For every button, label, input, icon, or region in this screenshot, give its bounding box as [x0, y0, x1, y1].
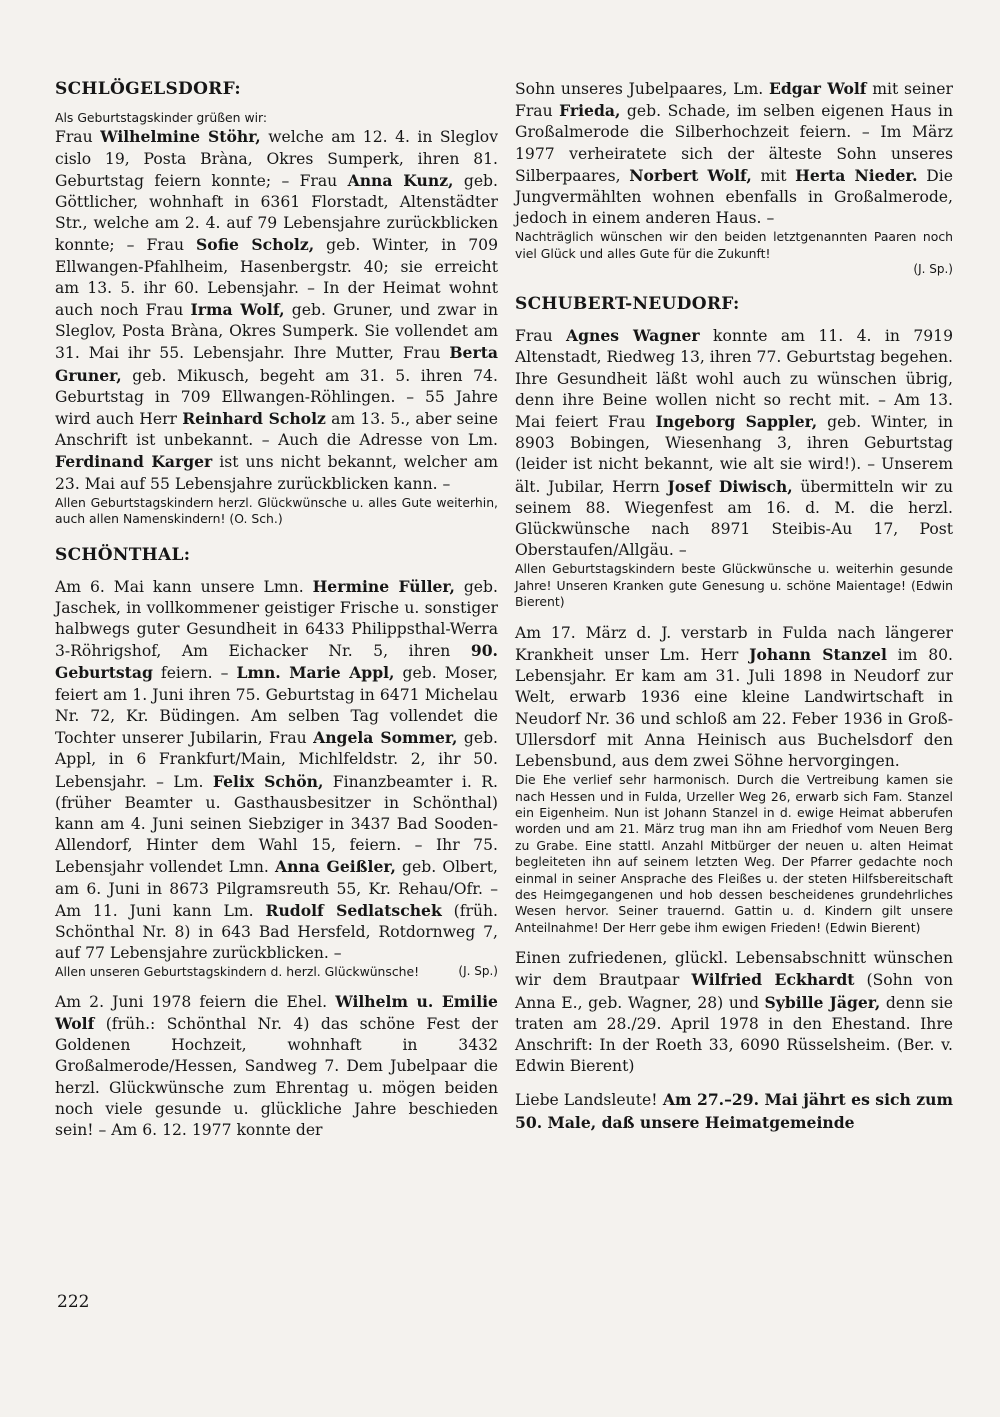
name-highlight: Wilfried Eckhardt	[691, 970, 855, 990]
text-run: mit	[751, 166, 796, 185]
name-highlight: Irma Wolf,	[190, 300, 285, 320]
greeting-note: Allen Geburtstagskindern herzl. Glückwünsche u. alles Gute weiterhin, auch allen Namenskindern! (O. Sch.)	[55, 494, 498, 527]
text-run: Liebe Landsleute!	[515, 1091, 658, 1110]
article-paragraph	[515, 948, 953, 1077]
text-run: Die Jungvermählten wohnen ebenfalls in Großalmerode, jedoch in einem anderen Haus. –	[515, 166, 953, 228]
text-run: im 80. Lebensjahr. Er kam am 31. Juli 1898 in Neudorf zur Welt, erwarb 1936 eine kleine Landwirtschaft in Neudorf Nr. 36 und schloß am 22. Feber 1936 in Groß-Ullersdorf mit Anna Heinisch aus Buchelsdorf den Lebensbund, aus dem zwei Söhne hervorgingen.	[515, 645, 953, 770]
name-highlight: Rudolf Sedlatschek	[265, 900, 442, 920]
text-run: geb. Appl, in 6 Frankfurt/Main, Michlfeldstr. 2, ihr 50. Lebensjahr. – Lm.	[55, 729, 499, 791]
text-run: Finanzbeamter i. R. (früher Beamter u. Gasthausbesitzer in Schönthal) kann am 4. Juni seinen Siebziger in 3437 Bad Sooden-Allendorf, Hinter dem Wahl 15, feiern. – Ihr 75. Lebensjahr vollendet Lmn.	[55, 772, 498, 877]
article-paragraph	[515, 78, 953, 229]
signature: (J. Sp.)	[458, 964, 498, 979]
section-heading-schoenthal: SCHÖNTHAL:	[55, 544, 191, 565]
article-paragraph	[55, 126, 498, 494]
text-run: ist uns nicht bekannt, welcher am 23. Mai auf 55 Lebensjahre zurückblicken kann. –	[55, 453, 498, 493]
name-highlight: Wilhelmine Stöhr,	[100, 127, 261, 147]
obituary-note: Die Ehe verlief sehr harmonisch. Durch die Vertreibung kamen sie nach Hessen und in Fulda, Urzeller Weg 26, erwarb sich Fam. Stanzel ein Eigenheim. Nun ist Johann Stanzel in d. ewige Heimat abberufen worden und am 21. März trug man ihn am Friedhof vom Neuen Berg zu Grabe. Eine stattl. Anzahl Mitbürger der neuen u. alten Heimat begleiteten ihn auf seinem letzten Weg. Der Pfarrer gedachte noch einmal in seiner Ansprache des Fleißes u. der steten Hilfsbereitschaft des Heimgegangenen und hob dessen bescheidenes grundehrliches Wesen hervor. Seiner trauernd. Gattin u. d. Kindern gilt unsere Anteilnahme! Der Herr gebe ihm ewigen Frieden! (Edwin Bierent)	[515, 772, 953, 935]
name-highlight: Anna Kunz,	[347, 170, 454, 190]
text-run: geb. Schade, im selben eigenen Haus in Großalmerode die Silberhochzeit feiern. – Im März 1977 verheiratete sich der älteste Sohn unseres Silberpaares,	[515, 102, 953, 185]
name-highlight: Agnes Wagner	[566, 326, 700, 346]
text-run: (Sohn von Anna E., geb. Wagner, 28) und	[515, 971, 953, 1012]
section-heading-schloegelsdorf: SCHLÖGELSDORF:	[55, 79, 241, 99]
text-run: geb. Olbert, am 6. Juni in 8673 Pilgramsreuth 55, Kr. Rehau/Ofr. – Am 11. Juni kann Lm.	[55, 858, 498, 920]
name-highlight: Ferdinand Karger	[55, 452, 213, 472]
text-run: Am 2. Juni 1978 feiern die Ehel.	[55, 992, 336, 1011]
obituary-paragraph	[515, 623, 953, 772]
name-highlight: Berta Gruner,	[55, 343, 498, 385]
article-paragraph	[55, 576, 498, 965]
text-run: Frau	[55, 128, 101, 147]
name-highlight: Anna Geißler,	[275, 857, 396, 877]
text-run: geb. Göttlicher, wohnhaft in 6361 Florstadt, Altenstädter Str., welche am 2. 4. auf 79 Lebensjahre zurückblicken konnte; – Frau	[55, 171, 498, 255]
text-run: Einen zufriedenen, glückl. Lebensabschnitt wünschen wir dem Brautpaar	[515, 949, 953, 990]
text-run: geb. Moser, feiert am 1. Juni ihren 75. Geburtstag in 6471 Michelau Nr. 72, Kr. Büdingen. Am selben Tag vollendet die Tochter unserer Jubilarin, Frau	[55, 664, 498, 748]
name-highlight: Angela Sommer,	[313, 728, 458, 748]
text-run: mit seiner Frau	[515, 80, 953, 121]
name-highlight: Reinhard Scholz	[182, 409, 326, 429]
article-paragraph	[515, 1089, 953, 1133]
name-highlight: Am 27.–29. Mai jährt es sich zum 50. Male, daß unsere Heimatgemeinde	[515, 1090, 953, 1132]
text-run: Sohn unseres Jubelpaares, Lm.	[515, 80, 769, 98]
text-run: welche am 12. 4. in Sleglov cislo 19, Posta Bràna, Okres Sumperk, ihren 81. Geburtstag feiern konnte; – Frau	[55, 128, 499, 190]
name-highlight: Herta Nieder.	[795, 165, 918, 185]
page-number: 222	[57, 1292, 90, 1312]
text-run: am 13. 5., aber seine Anschrift ist unbekannt. – Auch die Adresse von Lm.	[55, 410, 499, 450]
name-highlight: Felix Schön,	[212, 771, 324, 791]
text-run: feiern. –	[152, 664, 237, 683]
name-highlight: Wilhelm u. Emilie Wolf	[55, 991, 498, 1033]
name-highlight: Ingeborg Sappler,	[655, 412, 818, 432]
name-highlight: Sofie Scholz,	[196, 235, 315, 255]
text-run: Am 17. März d. J. verstarb in Fulda nach längerer Krankheit unser Lm. Herr	[515, 623, 953, 664]
greeting-note: Nachträglich wünschen wir den beiden letztgenannten Paaren noch viel Glück und alles Gute für die Zukunft!	[515, 229, 953, 261]
text-run: (früh. Schönthal Nr. 8) in 643 Bad Hersfeld, Rotdornweg 7, auf 77 Lebensjahre zurückblicken. –	[55, 901, 498, 963]
text-run: (früh.: Schönthal Nr. 4) das schöne Fest der Goldenen Hochzeit, wohnhaft in 3432 Großalmerode/Hessen, Sandweg 7. Dem Jubelpaar die herzl. Glückwünsche zum Ehrentag u. mögen beiden noch viele gesunde u. glückliche Jahre beschieden sein! – Am 6. 12. 1977 konnte der	[55, 1014, 498, 1139]
greeting-note	[55, 964, 498, 980]
text-run: Am 6. Mai kann unsere Lmn.	[55, 577, 313, 596]
name-highlight: Edgar Wolf	[768, 79, 867, 98]
text-run: geb. Winter, in 709 Ellwangen-Pfahlheim, Hasenbergstr. 40; sie erreicht am 13. 5. ihr 60. Lebensjahr. – In der Heimat wohnt auch noch Frau	[55, 236, 499, 320]
greeting-note: Allen Geburtstagskindern beste Glückwünsche u. weiterhin gesunde Jahre! Unseren Kranken gute Genesung u. schöne Maientage! (Edwin Bierent)	[515, 561, 953, 610]
right-column	[515, 78, 953, 1134]
name-highlight: Lmn. Marie Appl,	[236, 663, 395, 683]
text-run: übermitteln wir zu seinem 88. Wiegenfest am 16. d. M. die herzl. Glückwünsche nach 8971 Steibis-Au 17, Post Oberstaufen/Allgäu. –	[515, 477, 953, 560]
name-highlight: Hermine Füller,	[312, 576, 455, 596]
left-column	[55, 78, 498, 1141]
intro-line: Als Geburtstagskinder grüßen wir:	[55, 110, 268, 125]
text-run: geb. Mikusch, begeht am 31. 5. ihren 74. Geburtstag in 709 Ellwangen-Röhlingen. – 55 Jahre wird auch Herr	[55, 366, 498, 429]
name-highlight: Johann Stanzel	[749, 644, 887, 664]
article-paragraph	[55, 991, 498, 1141]
text-run: geb. Gruner, und zwar in Sleglov, Posta Bràna, Okres Sumperk. Sie vollendet am 31. Mai ihr 55. Lebensjahr. Ihre Mutter, Frau	[55, 301, 498, 363]
section-heading-schubert-neudorf: SCHUBERT-NEUDORF:	[515, 294, 740, 315]
article-paragraph	[515, 325, 953, 561]
text-run: geb. Winter, in 8903 Bobingen, Wiesenhang 3, ihren Geburtstag (leider ist nicht bekannt, wie alt sie wird!). – Unserem ält. Jubilar, Herrn	[515, 413, 953, 496]
note-text: Allen unseren Geburtstagskindern d. herzl. Glückwünsche!	[55, 964, 420, 980]
name-highlight: 90. Geburtstag	[55, 641, 498, 683]
name-highlight: Norbert Wolf,	[629, 165, 752, 185]
text-run: Frau	[515, 327, 567, 346]
text-run: denn sie traten am 28./29. April 1978 in den Ehestand. Ihre Anschrift: In der Roeth 33, 6090 Rüsselsheim. (Ber. v. Edwin Bierent)	[515, 993, 953, 1076]
text-run: konnte am 11. 4. in 7919 Altenstadt, Riedweg 13, ihren 77. Geburtstag begehen. Ihre Gesundheit läßt wohl auch zu wünschen übrig, denn ihre Beine wollen nicht so recht mit. – Am 13. Mai feiert Frau	[515, 327, 953, 432]
name-highlight: Josef Diwisch,	[667, 476, 793, 496]
text-run: geb. Jaschek, in vollkommener geistiger Frische u. sonstiger halbwegs guter Gesundheit in 6433 Philippsthal-Werra 3-Röhrigshof, Am Eichacker Nr. 5, ihren	[55, 577, 498, 661]
signature: (J. Sp.)	[913, 262, 953, 277]
name-highlight: Frieda,	[559, 101, 621, 121]
name-highlight: Sybille Jäger,	[764, 992, 881, 1012]
